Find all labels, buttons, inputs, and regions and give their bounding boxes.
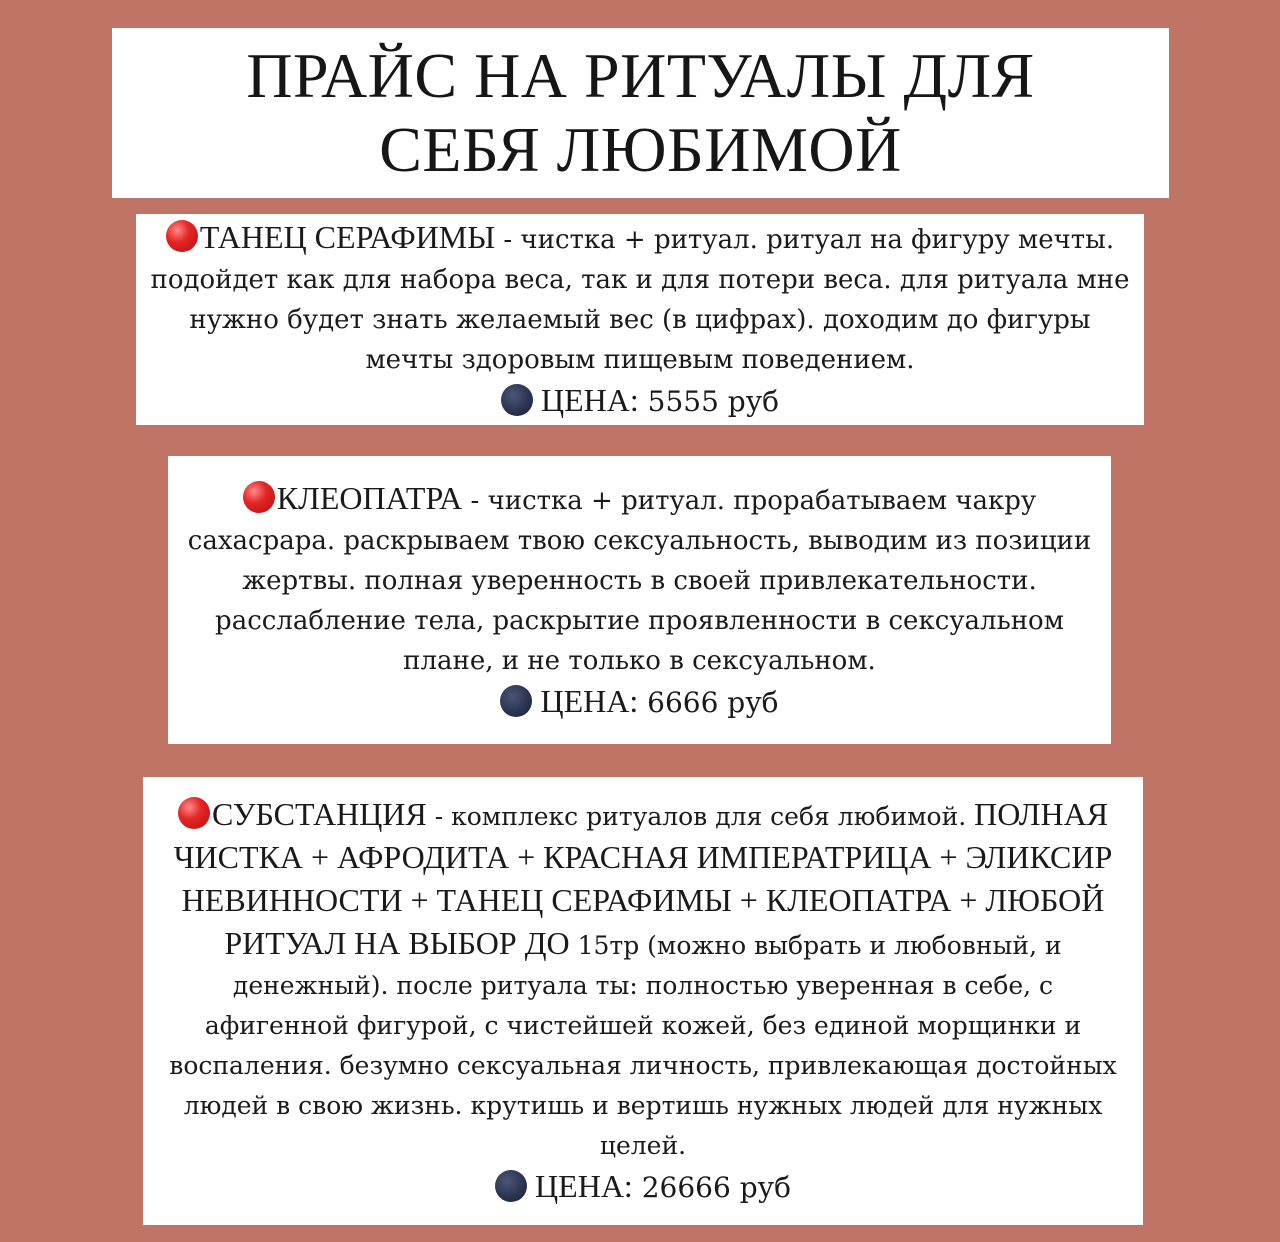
price-value: 5555 руб [647,385,780,418]
price-value: 6666 руб [647,685,779,719]
ritual-description [157,794,1129,1166]
ritual-price [182,681,1097,723]
ritual-name: КЛЕОПАТРА [276,479,463,516]
ritual-card-seraphima [136,214,1144,425]
red-circle-icon [243,481,275,513]
ritual-description-intro: - комплекс ритуалов для себя любимой. [426,802,967,831]
new-moon-icon [501,384,533,416]
ritual-name: СУБСТАНЦИЯ [211,796,427,832]
ritual-description-text: 15тр (можно выбрать и любовный, и денежный). после ритуала ты: полностью уверенная в себе, с афигенной фигурой, с чистейшей кожей, без единой морщинки и воспаления. безумно сексуальная личность, привлекающая достойных людей в свою жизнь. крутишь и вертишь нужных людей для нужных целей. [169,931,1117,1160]
new-moon-icon [495,1170,527,1202]
price-label: ЦЕНА: [540,682,639,719]
price-label: ЦЕНА: [540,382,639,418]
price-value: 26666 руб [641,1171,791,1204]
ritual-card-substance [143,777,1143,1225]
new-moon-icon [500,685,532,717]
ritual-description [150,217,1130,380]
red-circle-icon [178,797,210,829]
ritual-price [150,380,1130,422]
price-label: ЦЕНА: [535,1168,633,1204]
ritual-name: ТАНЕЦ СЕРАФИМЫ [199,219,496,255]
title-banner [112,28,1169,198]
red-circle-icon [166,220,198,252]
page-title-line-2: СЕБЯ ЛЮБИМОЙ [379,114,902,185]
ritual-price [157,1166,1129,1208]
page-title-line-1: ПРАЙС НА РИТУАЛЫ ДЛЯ [246,40,1035,111]
ritual-card-cleopatra [168,456,1111,744]
ritual-description [182,478,1097,681]
ritual-bundle-list: ПОЛНАЯ ЧИСТКА + АФРОДИТА + КРАСНАЯ ИМПЕРАТРИЦА + ЭЛИКСИР НЕВИННОСТИ + ТАНЕЦ СЕРАФИМЫ + КЛЕОПАТРА + ЛЮБОЙ РИТУАЛ НА ВЫБОР ДО [173,796,1113,961]
ritual-description-text: - чистка + ритуал. ритуал на фигуру мечты. подойдет как для набора веса, так и для потери веса. для ритуала мне нужно будет знать желаемый вес (в цифрах). доходим до фигуры мечты здоровым пищевым поведением. [150,225,1130,375]
ritual-description-text: - чистка + ритуал. прорабатываем чакру сахасрара. раскрываем твою сексуальность, выводим из позиции жертвы. полная уверенность в своей привлекательности. расслабление тела, раскрытие проявленности в сексуальном плане, и не только в сексуальном. [187,485,1092,676]
